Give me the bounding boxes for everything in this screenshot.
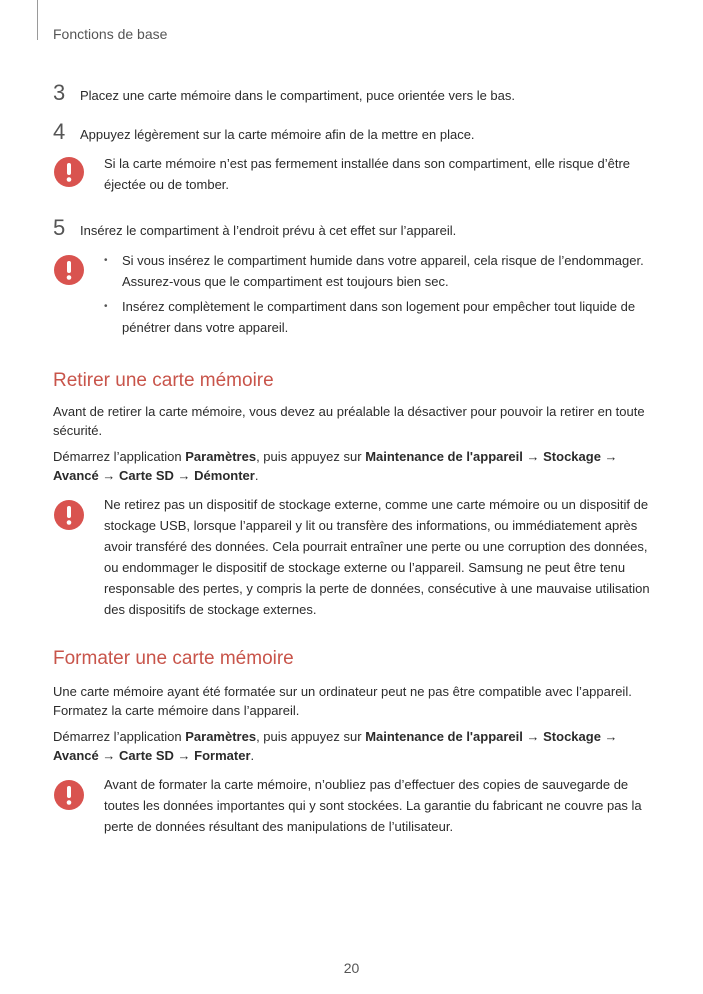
warning-list <box>104 250 654 342</box>
step-number: 4 <box>53 119 66 144</box>
step-number: 5 <box>53 215 66 240</box>
warning-icon <box>53 156 85 188</box>
warning-text: Avant de formater la carte mémoire, n’oubliez pas d’effectuer des copies de sauvegarde de toutes les données importantes qui y sont stockées. La garantie du fabricant ne couvre pas la perte de données résultant des manipulations de l’utilisateur. <box>104 777 642 834</box>
remove-path: Démarrez l’application Paramètres, puis appuyez sur Maintenance de l'appareil → Stockage → Avancé → Carte SD → Démonter. <box>53 449 618 483</box>
warning-list-item: • Si vous insérez le compartiment humide dans votre appareil, cela risque de l’endommager. Assurez-vous que le compartiment est toujours bien sec. <box>104 250 654 292</box>
settings-app-link: Paramètres <box>185 729 257 744</box>
warning-icon <box>53 499 85 531</box>
format-intro: Une carte mémoire ayant été formatée sur un ordinateur peut ne pas être compatible avec l’appareil. Formatez la carte mémoire dans l’appareil. <box>53 684 632 718</box>
remove-intro: Avant de retirer la carte mémoire, vous devez au préalable la désactiver pour pouvoir la retirer en toute sécurité. <box>53 404 645 438</box>
section-title-format: Formater une carte mémoire <box>53 648 294 669</box>
step-3 <box>53 80 515 106</box>
settings-app-link: Paramètres <box>185 449 257 464</box>
step-number: 3 <box>53 80 66 105</box>
format-path: Démarrez l’application Paramètres, puis appuyez sur Maintenance de l'appareil → Stockage → Avancé → Carte SD → Formater. <box>53 729 618 763</box>
warning-icon <box>53 779 85 811</box>
warning-list-item: • Insérez complètement le compartiment dans son logement pour empêcher tout liquide de pénétrer dans votre appareil. <box>104 296 654 338</box>
page-number: 20 <box>343 960 360 976</box>
step-text: Placez une carte mémoire dans le compartiment, puce orientée vers le bas. <box>80 88 515 103</box>
step-4 <box>53 119 475 145</box>
step-text: Insérez le compartiment à l’endroit prévu à cet effet sur l’appareil. <box>80 223 457 238</box>
warning-text: Si la carte mémoire n’est pas fermement installée dans son compartiment, elle risque d’être éjectée ou de tomber. <box>104 156 631 192</box>
warning-text: Ne retirez pas un dispositif de stockage externe, comme une carte mémoire ou un dispositif de stockage USB, lorsque l’appareil y lit ou transfère des informations, ou immédiatement après avoir transféré des données. Cela pourrait entraîner une perte ou une corruption des données, ou endommager le dispositif de stockage externe ou l’appareil. Samsung ne peut être tenu responsable des pertes, y compris la perte de données, consécutive à une mauvaise utilisation des dispositifs de stockage externes. <box>104 497 650 617</box>
step-text: Appuyez légèrement sur la carte mémoire afin de la mettre en place. <box>80 127 475 142</box>
section-title-remove: Retirer une carte mémoire <box>53 370 274 391</box>
header-title: Fonctions de base <box>53 26 168 42</box>
warning-icon <box>53 254 85 286</box>
header-rule <box>37 0 38 40</box>
step-5 <box>53 215 456 241</box>
